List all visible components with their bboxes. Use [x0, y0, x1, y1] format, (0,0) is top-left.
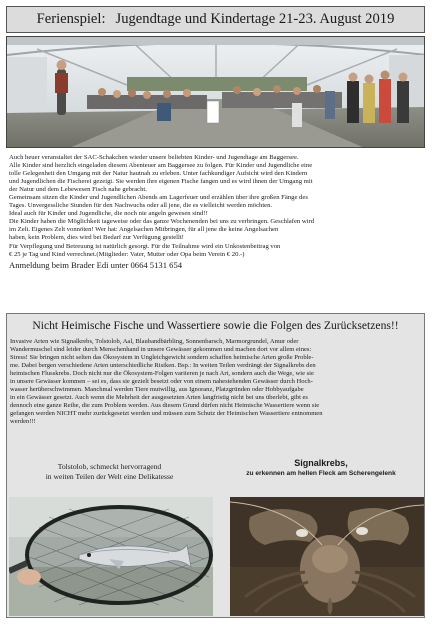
intro-line: Tages. Unvergessliche Stunden für den Nachwuchs oder all jene, die es vielleicht werden möchten.	[9, 202, 273, 210]
invasive-species-section	[6, 313, 425, 618]
intro-line: tolle Gelegenheit den Umgang mit der Natur hautnah zu erleben. Unter fachkundiger Aufsicht wird den Kindern	[9, 170, 308, 178]
intro-line: Für Verpflegung und Betreuung ist natürlich gesorgt. Für die Teilnahme wird ein Unkostenbeitrag von	[9, 242, 281, 250]
intro-line: Ideal auch für Kinder und Jugendliche, die noch nie angeln gewesen sind!!	[9, 210, 208, 218]
intro-line: und Jugendlichen die Fischerei gezeigt. Sie werden ihre eigenen Fische fangen und es wird ihnen der Umgang mit	[9, 178, 313, 186]
fish-caption-line: Tolstolob, schmeckt hervorragend	[57, 462, 162, 471]
header-label: Ferienspiel:	[36, 11, 106, 27]
crayfish-caption-title: Signalkrebs,	[294, 458, 348, 468]
section-line: Invasive Arten wie Signalkrebs, Tolstolob, Aal, Blaubandbärbling, Sonnenbarsch, Marmorgrundel, Amur oder	[10, 338, 299, 345]
crayfish-caption-sub: zu erkennen am hellen Fleck am Scherengelenk	[246, 470, 396, 477]
section-line: wasser herüberschwimmen. Manchmal werden Tiere mutwillig, aus Ignoranz, Platzgründen oder Hobbyaufgabe	[10, 386, 304, 394]
header-title: Jugendtage und Kindertage 21-23. August 2019	[115, 11, 395, 27]
crayfish-photo	[230, 497, 424, 616]
intro-line: € 25 je Tag und Kind verrechnet.(Mitglieder: Vater, Mutter oder Opa beim Verein € 20.-)	[9, 250, 245, 258]
section-line: Wandermuschel sind leider durch Menschenhand in unsere Gewässer gekommen und machen dort vor allem eines:	[10, 346, 312, 354]
page-header	[6, 6, 425, 33]
intro-line: der Natur und dem Lebewesen Fisch nahe gebracht.	[9, 186, 147, 194]
intro-line: Gemeinsam sitzen die Kinder und Jugendlichen Abends am Lagerfeuer und erzählen über ihre großen Fänge des	[9, 194, 308, 202]
section-line: in unsere Gewässer kommen – sei es, dass sie gezielt besetzt oder von einem nahestehenden Gewässer durch Hoch-	[10, 378, 313, 386]
crayfish-caption	[221, 458, 421, 478]
section-line: gefangen werden NICHT mehr zurückgesetzt werden und müssen zum Schutz der Heimischen Wassertiere entnommen	[10, 410, 323, 418]
section-line: heimischen Flusskrebs. Doch nicht nur die Ökosystem-Folgen variieren je nach Art, sondern auch die Wege, wie sie	[10, 370, 314, 378]
section-line: in ein Gewässer gesetzt. Auch wenn die Mehrheit der ausgesetzten Arten langfristig nicht bei uns überlebt, gibt es	[10, 394, 308, 402]
intro-line: im Zelt. Eigenes Zelt vonnöten! Wer hat: Angelsachen Mitbringen, für all jene die keine Angelsachen	[9, 226, 279, 234]
section-line: Stress! Sie bringen nicht selten das Ökosystem in Ungleichgewicht sondern schaffen heimische Arten große Proble-	[10, 354, 314, 362]
fish-net-photo	[9, 497, 213, 616]
intro-text	[9, 154, 423, 271]
fish-caption-line: in weiten Teilen der Welt eine Delikatesse	[45, 471, 174, 481]
section-line: werden!!!	[10, 418, 36, 426]
section-line: dennoch eine ganze Reihe, die zum Problem werden. Aus diesem Grund dürfen nicht Heimische Wassertiere wenn sie	[10, 402, 320, 410]
contact-line: Anmeldung beim Brader Edi unter 0664 5131 654	[9, 259, 183, 270]
tent-group-photo	[6, 36, 425, 148]
section-line: me. Dabei bergen verschiedene Arten unterschiedliche Risiken. Bsp.: In weiten Teilen verdrängt der Signalkrebs den	[10, 362, 316, 370]
fish-caption	[7, 462, 212, 482]
intro-line: Die Kinder haben die Möglichkeit tageweise oder das ganze Wochenenden bei uns zu verbringen. Geschlafen wird	[9, 218, 315, 226]
intro-line: Auch heuer veranstaltet der SAC-Schakchen wieder unsere beliebten Kinder- und Jugendtage am Baggersee.	[9, 154, 299, 161]
section-title: Nicht Heimische Fische und Wassertiere sowie die Folgen des Zurücksetzens!!	[32, 319, 399, 332]
section-body	[10, 338, 422, 427]
intro-line: haben, kein Problem, dies wird bei Bedarf zur Verfügung gestellt!	[9, 234, 184, 242]
intro-line: Alle Kinder sind herzlich eingeladen diesem Abenteuer am Baggersee zu folgen. Für Kinder und Jugendliche eine	[9, 162, 313, 170]
